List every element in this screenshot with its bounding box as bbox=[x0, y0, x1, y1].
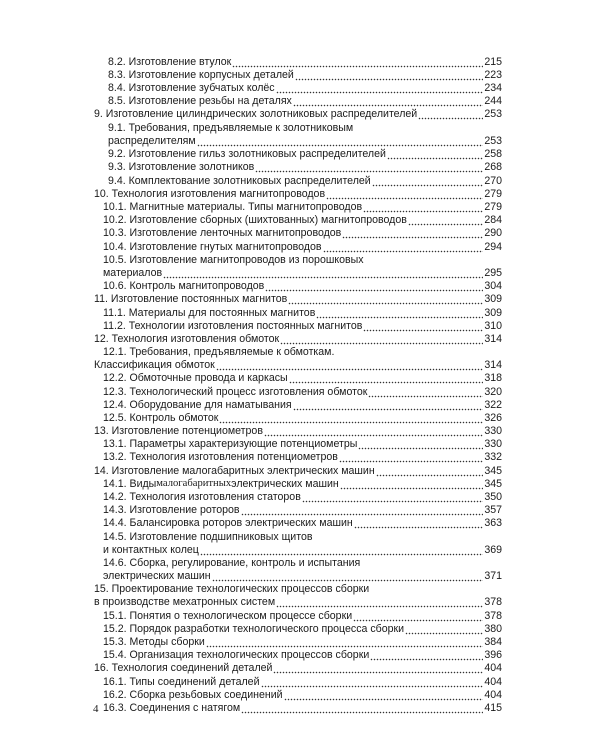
toc-entry-title: 9.4. Комплектование золотниковых распределителей bbox=[108, 175, 371, 187]
toc-dot-leader bbox=[418, 107, 483, 121]
toc-entry-title: 14.4. Балансировка роторов электрических машин bbox=[103, 517, 353, 529]
toc-entry-title: 10.2. Изготовление сборных (шихтованных) магнитопроводов bbox=[103, 214, 407, 226]
toc-entry-title: 11.1. Материалы для постоянных магнитов bbox=[103, 307, 316, 319]
toc-dot-leader bbox=[200, 543, 483, 557]
toc-entry-title: 10.4. Изготовление гнутых магнитопроводов bbox=[103, 241, 322, 253]
toc-dot-leader bbox=[219, 411, 483, 425]
toc-entry-title: 16. Технология соединений деталей bbox=[94, 662, 273, 674]
toc-entry-page: 304 bbox=[484, 280, 502, 292]
toc-dot-leader bbox=[289, 371, 484, 385]
toc-dot-leader bbox=[387, 147, 483, 161]
toc-entry-title: в производстве мехатронных систем bbox=[94, 596, 276, 608]
toc-entry-page: 404 bbox=[484, 689, 502, 701]
toc-entry-page: 294 bbox=[484, 241, 502, 253]
toc-entry bbox=[103, 266, 502, 280]
toc-entry bbox=[103, 398, 502, 412]
toc-entry-page: 215 bbox=[484, 56, 502, 68]
toc-entry-title: 12.4. Оборудование для наматывания bbox=[103, 399, 292, 411]
toc-entry bbox=[108, 81, 502, 95]
toc-entry-title: 12.2. Обмоточные провода и каркасы bbox=[103, 372, 288, 384]
toc-entry-title: 9.2. Изготовление гильз золотниковых распределителей bbox=[108, 148, 386, 160]
toc-entry-page: 318 bbox=[484, 372, 502, 384]
toc-entry bbox=[103, 306, 502, 320]
toc-entry-title: 16.3. Соединения с натягом bbox=[103, 702, 241, 714]
toc-entry-page: 314 bbox=[484, 333, 502, 345]
toc-dot-leader bbox=[295, 68, 483, 82]
toc-dot-leader bbox=[340, 477, 484, 491]
toc-entry bbox=[94, 107, 502, 121]
toc-entry-title: 12.5. Контроль обмоток bbox=[103, 412, 219, 424]
toc-entry-page: 309 bbox=[484, 293, 502, 305]
toc-entry bbox=[103, 675, 502, 689]
toc-entry-title: 16.2. Сборка резьбовых соединений bbox=[103, 689, 283, 701]
toc-entry-page: 330 bbox=[484, 425, 502, 437]
toc-entry-page: 345 bbox=[484, 478, 502, 490]
toc-dot-leader bbox=[293, 94, 483, 108]
toc-entry-title: 12.1. Требования, предъявляемые к обмоткам. bbox=[103, 346, 335, 358]
toc-dot-leader bbox=[339, 450, 483, 464]
toc-entry-title: 14.1. Виды bbox=[103, 478, 157, 490]
toc-entry-title: 10. Технология изготовления магнитопроводов bbox=[94, 188, 326, 200]
toc-entry-title: 12.3. Технологический процесс изготовления обмоток bbox=[103, 386, 368, 398]
toc-dot-leader bbox=[326, 187, 483, 201]
toc-dot-leader bbox=[216, 358, 484, 372]
toc-entry bbox=[94, 332, 502, 346]
toc-dot-leader bbox=[363, 200, 483, 214]
toc-entry-title: и контактных колец bbox=[103, 544, 199, 556]
toc-dot-leader bbox=[358, 437, 483, 451]
toc-dot-leader bbox=[405, 622, 483, 636]
toc-dot-leader bbox=[197, 134, 484, 148]
toc-entry-page: 330 bbox=[484, 438, 502, 450]
toc-entry-page: 378 bbox=[484, 596, 502, 608]
toc-entry bbox=[108, 160, 502, 174]
toc-entry bbox=[103, 385, 502, 399]
toc-entry-title: 14.5. Изготовление подшипниковых щитов bbox=[103, 531, 313, 543]
toc-entry-page: 378 bbox=[484, 610, 502, 622]
toc-entry-page: 363 bbox=[484, 517, 502, 529]
toc-dot-leader bbox=[342, 226, 483, 240]
toc-dot-leader bbox=[323, 240, 484, 254]
toc-entry-title: 8.3. Изготовление корпусных деталей bbox=[108, 69, 294, 81]
toc-entry bbox=[103, 648, 502, 662]
toc-entry-title: материалов bbox=[103, 267, 163, 279]
toc-entry-page: 279 bbox=[484, 201, 502, 213]
toc-entry bbox=[94, 595, 502, 609]
toc-dot-leader bbox=[288, 292, 483, 306]
toc-entry bbox=[103, 503, 502, 517]
toc-entry-page: 322 bbox=[484, 399, 502, 411]
toc-entry bbox=[103, 569, 502, 583]
toc-entry bbox=[103, 253, 502, 267]
toc-entry bbox=[103, 688, 502, 702]
toc-entry bbox=[108, 94, 502, 108]
toc-entry bbox=[103, 609, 502, 623]
toc-entry-title: 16.1. Типы соединений деталей bbox=[103, 676, 260, 688]
toc-entry bbox=[103, 226, 502, 240]
toc-dot-leader bbox=[372, 174, 484, 188]
toc-entry bbox=[108, 134, 502, 148]
toc-entry-title: 13.2. Технология изготовления потенциометров bbox=[103, 451, 338, 463]
toc-dot-leader bbox=[354, 516, 484, 530]
toc-entry-page: 404 bbox=[484, 676, 502, 688]
toc-entry-page: 369 bbox=[484, 544, 502, 556]
toc-entry bbox=[103, 556, 502, 570]
toc-entry-page: 357 bbox=[484, 504, 502, 516]
toc-dot-leader bbox=[302, 490, 483, 504]
toc-entry-title: 11. Изготовление постоянных магнитов bbox=[94, 293, 288, 305]
toc-entry bbox=[103, 622, 502, 636]
toc-entry-title: 8.2. Изготовление втулок bbox=[108, 56, 232, 68]
toc-dot-leader bbox=[284, 688, 484, 702]
toc-entry-page: 290 bbox=[484, 227, 502, 239]
toc-entry-page: 284 bbox=[484, 214, 502, 226]
toc-entry-title: 15.3. Методы сборки bbox=[103, 636, 205, 648]
toc-entry-page: 415 bbox=[484, 702, 502, 714]
toc-entry-page: 350 bbox=[484, 491, 502, 503]
toc-entry-title: 15.4. Организация технологических процессов сборки bbox=[103, 649, 370, 661]
toc-entry-title: 14.6. Сборка, регулирование, контроль и испытания bbox=[103, 557, 361, 569]
toc-entry-title: 10.3. Изготовление ленточных магнитопроводов bbox=[103, 227, 342, 239]
toc-entry-title: 8.4. Изготовление зубчатых колёс bbox=[108, 82, 275, 94]
toc-entry-title: Классификация обмоток bbox=[94, 359, 215, 371]
toc-entry bbox=[103, 240, 502, 254]
toc-dot-leader bbox=[368, 385, 483, 399]
toc-entry-page: 384 bbox=[484, 636, 502, 648]
page-number: 4 bbox=[93, 703, 99, 715]
toc-entry bbox=[94, 582, 502, 596]
toc-entry bbox=[103, 543, 502, 557]
toc-dot-leader bbox=[241, 503, 484, 517]
toc-dot-leader bbox=[232, 55, 483, 69]
toc-entry-title: 14. Изготовление малогабаритных электрических машин bbox=[94, 465, 375, 477]
toc-dot-leader bbox=[363, 319, 483, 333]
toc-entry bbox=[103, 371, 502, 385]
toc-entry-page: 309 bbox=[484, 307, 502, 319]
toc-entry-page: 326 bbox=[484, 412, 502, 424]
toc-entry bbox=[103, 530, 502, 544]
toc-dot-leader bbox=[265, 279, 483, 293]
toc-dot-leader bbox=[280, 332, 483, 346]
toc-entry-title-rest: электрических машин bbox=[231, 478, 339, 490]
toc-entry-page: 320 bbox=[484, 386, 502, 398]
toc-entry bbox=[103, 477, 502, 491]
toc-entry-title: 15. Проектирование технологических процессов сборки bbox=[94, 583, 370, 595]
toc-entry bbox=[103, 490, 502, 504]
toc-dot-leader bbox=[353, 609, 483, 623]
toc-entry-page: 253 bbox=[484, 135, 502, 147]
toc-entry-page: 404 bbox=[484, 662, 502, 674]
toc-entry bbox=[103, 319, 502, 333]
toc-entry-page: 244 bbox=[484, 95, 502, 107]
toc-entry-page: 310 bbox=[484, 320, 502, 332]
toc-dot-leader bbox=[255, 160, 483, 174]
toc-entry bbox=[94, 187, 502, 201]
toc-entry bbox=[103, 450, 502, 464]
toc-entry-title: 13.1. Параметры характеризующие потенциометры bbox=[103, 438, 358, 450]
toc-entry-page: 295 bbox=[484, 267, 502, 279]
toc-entry-page: 258 bbox=[484, 148, 502, 160]
toc-entry-page: 270 bbox=[484, 175, 502, 187]
toc-entry bbox=[103, 213, 502, 227]
toc-entry-page: 314 bbox=[484, 359, 502, 371]
toc-dot-leader bbox=[163, 266, 483, 280]
toc-entry-title: 15.2. Порядок разработки технологического процесса сборки bbox=[103, 623, 405, 635]
toc-entry bbox=[103, 437, 502, 451]
toc-entry bbox=[94, 661, 502, 675]
toc-entry-title: распределителям bbox=[108, 135, 196, 147]
toc-entry bbox=[103, 701, 502, 715]
toc-entry-title-serif: малогабаритных bbox=[156, 478, 232, 489]
toc-entry-page: 279 bbox=[484, 188, 502, 200]
toc-dot-leader bbox=[264, 424, 483, 438]
toc-dot-leader bbox=[276, 81, 484, 95]
toc-dot-leader bbox=[241, 701, 483, 715]
toc-entry-title: 14.2. Технология изготовления статоров bbox=[103, 491, 301, 503]
toc-dot-leader bbox=[376, 464, 484, 478]
toc-entry-title: 12. Технология изготовления обмоток bbox=[94, 333, 280, 345]
toc-entry-title: 10.5. Изготовление магнитопроводов из порошковых bbox=[103, 254, 364, 266]
toc-entry bbox=[108, 121, 502, 135]
toc-entry bbox=[108, 55, 502, 69]
toc-entry bbox=[94, 424, 502, 438]
toc-dot-leader bbox=[316, 306, 483, 320]
toc-entry-page: 380 bbox=[484, 623, 502, 635]
toc-entry-page: 223 bbox=[484, 69, 502, 81]
toc-entry bbox=[103, 200, 502, 214]
toc-entry bbox=[103, 279, 502, 293]
toc-entry-title: электрических машин bbox=[103, 570, 211, 582]
toc-entry bbox=[108, 68, 502, 82]
toc-dot-leader bbox=[293, 398, 484, 412]
toc-dot-leader bbox=[408, 213, 483, 227]
toc-entry bbox=[103, 411, 502, 425]
toc-entry-title: 10.6. Контроль магнитопроводов bbox=[103, 280, 265, 292]
toc-dot-leader bbox=[261, 675, 484, 689]
toc-entry-title: 9. Изготовление цилиндрических золотниковых распределителей bbox=[94, 108, 418, 120]
toc-entry-title: 15.1. Понятия о технологическом процессе сборки bbox=[103, 610, 353, 622]
toc-entry bbox=[103, 345, 502, 359]
toc-entry-page: 268 bbox=[484, 161, 502, 173]
toc-entry bbox=[108, 147, 502, 161]
toc-entry-page: 396 bbox=[484, 649, 502, 661]
toc-entry-title: 8.5. Изготовление резьбы на деталях bbox=[108, 95, 292, 107]
toc-entry bbox=[108, 174, 502, 188]
toc-dot-leader bbox=[206, 635, 483, 649]
toc-entry bbox=[103, 635, 502, 649]
toc-entry-title: 9.1. Требования, предъявляемые к золотниковым bbox=[108, 122, 354, 134]
toc-dot-leader bbox=[273, 661, 483, 675]
toc-entry-title: 9.3. Изготовление золотников bbox=[108, 161, 255, 173]
toc-entry-title: 11.2. Технологии изготовления постоянных магнитов bbox=[103, 320, 363, 332]
toc-entry-title: 10.1. Магнитные материалы. Типы магнитопроводов bbox=[103, 201, 363, 213]
toc-entry-page: 345 bbox=[484, 465, 502, 477]
toc-entry-title: 13. Изготовление потенциометров bbox=[94, 425, 263, 437]
toc-entry-page: 234 bbox=[484, 82, 502, 94]
toc-dot-leader bbox=[212, 569, 484, 583]
toc-entry bbox=[94, 358, 502, 372]
toc-entry bbox=[103, 516, 502, 530]
toc-dot-leader bbox=[370, 648, 483, 662]
toc-entry bbox=[94, 292, 502, 306]
toc-entry-page: 253 bbox=[484, 108, 502, 120]
toc-entry-page: 371 bbox=[484, 570, 502, 582]
toc-dot-leader bbox=[276, 595, 483, 609]
toc-entry bbox=[94, 464, 502, 478]
toc-entry-page: 332 bbox=[484, 451, 502, 463]
toc-entry-title: 14.3. Изготовление роторов bbox=[103, 504, 240, 516]
